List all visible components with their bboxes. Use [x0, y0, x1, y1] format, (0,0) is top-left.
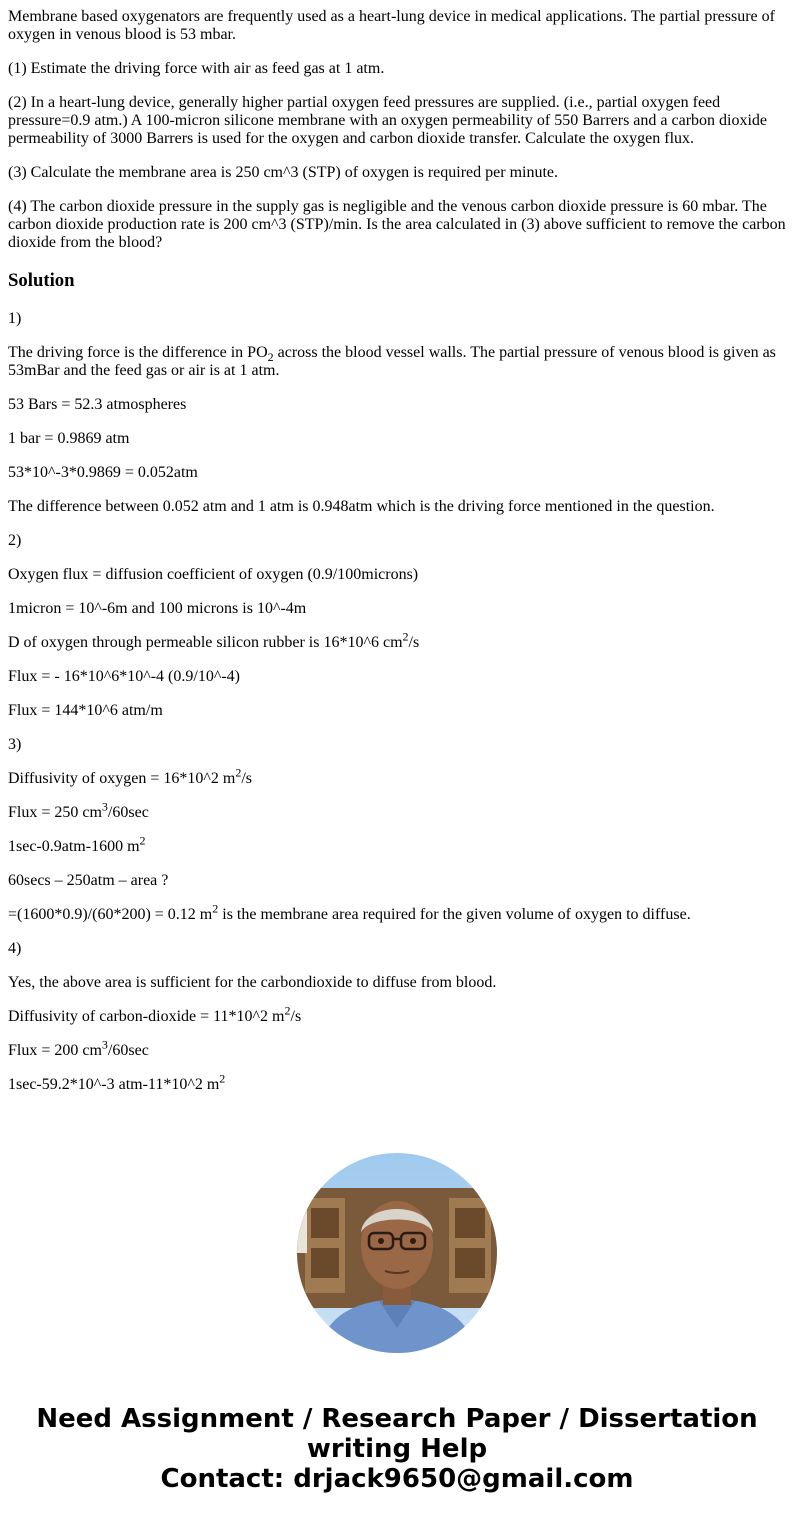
banner-line: writing Help [306, 1434, 488, 1464]
question-part-4: (4) The carbon dioxide pressure in the supply gas is negligible and the venous carbon dioxide pressure is 60 mbar. The carbon dioxide production rate is 200 cm^3 (STP)/min. Is the area calculated in (3) above sufficient to remove the carbon dioxide from the blood? [8, 198, 786, 251]
solution-line: 1micron = 10^-6m and 100 microns is 10^-4m [8, 600, 307, 617]
solution-line: 1sec-0.9atm-1600 $m^2$ [8, 833, 146, 855]
solution-line: Flux = 200 $cm^3/60\sec$ [8, 1037, 149, 1059]
question-part-3: (3) Calculate the membrane area is 250 cm^3 (STP) of oxygen is required per minute. [8, 164, 558, 181]
solution-heading: Solution [8, 270, 75, 291]
contact-banner [0, 1404, 794, 1494]
author-portrait-image [297, 1153, 497, 1353]
solution-line: Flux = - 16*10^6*10^-4 (0.9/10^-4) [8, 668, 240, 685]
solution-part-1-text: The driving force is the difference in $PO_2$ across the blood vessel walls. The partial pressure of venous blood is given as 53mBar and the feed gas or air is at 1 atm. [8, 344, 776, 379]
document-body [8, 0, 788, 1122]
solution-line: Flux = 250 $cm^3/60\sec$ [8, 799, 149, 821]
solution-line: Diffusivity of oxygen = 16*10^2 $m^2/s$ [8, 765, 253, 787]
banner-line: Need Assignment / Research Paper / Dissertation [36, 1404, 758, 1434]
solution-part-3-label: 3) [8, 736, 22, 753]
solution-part-2-label: 2) [8, 532, 22, 549]
solution-line: Diffusivity of carbon-dioxide = 11*10^2 $m^2/s$ [8, 1003, 302, 1025]
question-part-1: (1) Estimate the driving force with air as feed gas at 1 atm. [8, 60, 385, 77]
solution-part-1-label: 1) [8, 310, 22, 327]
solution-line: 53 Bars = 52.3 atmospheres [8, 396, 187, 413]
solution-part-4-label: 4) [8, 940, 22, 957]
question-part-2: (2) In a heart-lung device, generally higher partial oxygen feed pressures are supplied. (i.e., partial oxygen feed pressure=0.9 atm.) A 100-micron silicone membrane with an oxygen permeability of 550 Barrers and a carbon dioxide permeability of 3000 Barrers is used for the oxygen and carbon dioxide transfer. Calculate the oxygen flux. [8, 94, 768, 147]
solution-line: Flux = 144*10^6 atm/m [8, 702, 163, 719]
solution-line: 1sec-59.2*10^-3 atm-11*10^2 $m^2$ [8, 1071, 226, 1093]
question-intro: Membrane based oxygenators are frequently used as a heart-lung device in medical applications. The partial pressure of oxygen in venous blood is 53 mbar. [8, 8, 775, 43]
solution-line: 1 bar = 0.9869 atm [8, 430, 130, 447]
solution-line: The difference between 0.052 atm and 1 atm is 0.948atm which is the driving force mentioned in the question. [8, 498, 715, 515]
solution-line: Yes, the above area is sufficient for the carbondioxide to diffuse from blood. [8, 974, 497, 991]
contact-email: Contact: drjack9650@gmail.com [160, 1464, 634, 1494]
author-avatar [297, 1153, 497, 1353]
solution-line: D of oxygen through permeable silicon rubber is 16*10^6 $cm^2/s$ [8, 629, 420, 651]
solution-line: 60secs – 250atm – area ? [8, 872, 169, 889]
solution-line: Oxygen flux = diffusion coefficient of oxygen (0.9/100microns) [8, 566, 419, 583]
solution-line: =(1600*0.9)/(60*200) = 0.12 $m^2$ is the membrane area required for the given volume of oxygen to diffuse. [8, 901, 691, 923]
solution-line: 53*10^-3*0.9869 = 0.052atm [8, 464, 198, 481]
